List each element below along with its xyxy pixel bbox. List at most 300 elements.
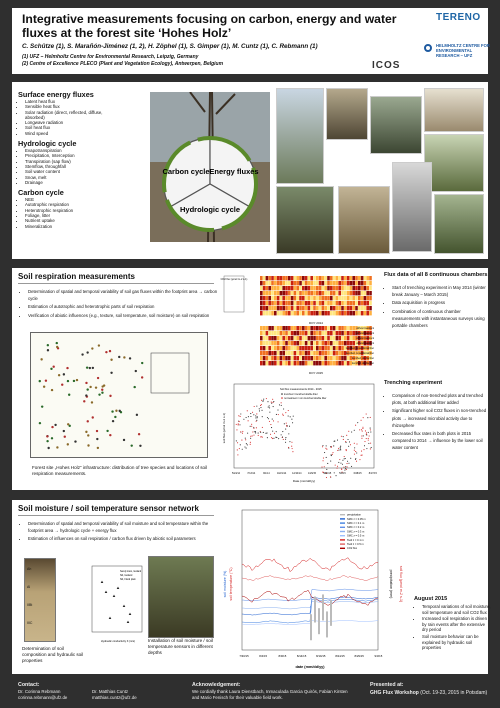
tree-marker bbox=[139, 445, 141, 447]
heatmap-cell bbox=[260, 331, 263, 335]
flux-point bbox=[268, 407, 269, 408]
heatmap-cell bbox=[313, 306, 316, 310]
flux-point bbox=[368, 443, 369, 444]
heatmap-cell bbox=[338, 346, 341, 350]
heatmap-row-label: without treatment bbox=[356, 338, 374, 340]
heatmap-cell bbox=[341, 356, 344, 360]
contact-2-email[interactable]: matthias.cuntz@ufz.de bbox=[92, 694, 137, 700]
tree-marker bbox=[110, 359, 112, 361]
site-map bbox=[30, 332, 208, 458]
flux-point bbox=[366, 434, 367, 435]
flux-point bbox=[247, 444, 248, 445]
heatmap-cell bbox=[260, 276, 263, 280]
heatmap-cell bbox=[347, 331, 350, 335]
tree-marker bbox=[131, 444, 133, 446]
heatmap-cell bbox=[280, 331, 283, 335]
horizon-label: IIIC bbox=[27, 621, 33, 625]
heatmap-cell bbox=[305, 331, 308, 335]
flux-point bbox=[260, 405, 261, 406]
xtick-label: 1/29/15 bbox=[308, 472, 316, 475]
heatmap-cell bbox=[299, 341, 302, 345]
tree-marker bbox=[41, 405, 43, 407]
flux-point bbox=[347, 461, 348, 462]
heatmap-cell bbox=[266, 286, 269, 290]
heatmap-cell bbox=[288, 336, 291, 340]
list-item: • Evapotranspiration bbox=[25, 148, 118, 153]
heatmap-cell bbox=[302, 326, 305, 330]
heatmap-cell bbox=[291, 356, 294, 360]
flux-point bbox=[290, 416, 291, 417]
heatmap-cell bbox=[282, 331, 285, 335]
heatmap-cell bbox=[288, 351, 291, 355]
legend-swatch bbox=[340, 539, 345, 540]
xtick-label: 8/14/15 bbox=[296, 654, 307, 658]
flux-point bbox=[253, 414, 254, 415]
heatmap-cell bbox=[263, 326, 266, 330]
heatmap-cell bbox=[327, 361, 330, 365]
legend-label: trenched / trenched double litter bbox=[284, 393, 318, 396]
flux-point bbox=[288, 410, 289, 411]
heatmap-cell bbox=[319, 351, 322, 355]
heatmap-cell bbox=[333, 331, 336, 335]
tree-marker bbox=[46, 440, 48, 442]
heatmap-cell bbox=[341, 301, 344, 305]
heatmap-cell bbox=[313, 346, 316, 350]
tree-marker bbox=[54, 424, 56, 426]
heatmap-cell bbox=[352, 291, 355, 295]
tree-marker bbox=[50, 368, 52, 370]
heatmap-cell bbox=[288, 356, 291, 360]
heatmap-cell bbox=[274, 356, 277, 360]
heatmap-cell bbox=[330, 301, 333, 305]
flux-point bbox=[250, 442, 251, 443]
flux-point bbox=[348, 446, 349, 447]
list-item: • Transpiration (sap flow) bbox=[25, 159, 118, 164]
heatmap-cell bbox=[260, 296, 263, 300]
flux-point bbox=[368, 432, 369, 433]
heatmap-cell bbox=[336, 326, 339, 330]
heatmap-cell bbox=[263, 301, 266, 305]
heatmap-cell bbox=[344, 356, 347, 360]
heatmap-cell bbox=[299, 291, 302, 295]
heatmap-cell bbox=[294, 281, 297, 285]
heatmap-cell bbox=[352, 336, 355, 340]
heatmap-cell bbox=[330, 311, 333, 315]
heatmap-cell bbox=[302, 296, 305, 300]
flux-point bbox=[254, 406, 255, 407]
heatmap-cell bbox=[319, 356, 322, 360]
heatmap-cell bbox=[291, 296, 294, 300]
tree-marker bbox=[135, 370, 137, 372]
heatmap-cell bbox=[327, 311, 330, 315]
heatmap-cell bbox=[271, 276, 274, 280]
precipitation-bar bbox=[314, 596, 316, 622]
heatmap-cell bbox=[361, 311, 364, 315]
heatmap-cell bbox=[324, 356, 327, 360]
heatmap-cell bbox=[288, 301, 291, 305]
heatmap-cell bbox=[310, 291, 313, 295]
flux-point bbox=[321, 466, 322, 467]
heatmap-cell bbox=[308, 306, 311, 310]
flux-point bbox=[288, 433, 289, 434]
heatmap-cell bbox=[308, 331, 311, 335]
heatmap-cell bbox=[266, 336, 269, 340]
heatmap-cell bbox=[282, 311, 285, 315]
heatmap-cell bbox=[361, 306, 364, 310]
heatmap-cell bbox=[294, 326, 297, 330]
heatmap-cell bbox=[322, 341, 325, 345]
heatmap-cell bbox=[308, 286, 311, 290]
tree-marker bbox=[58, 374, 60, 376]
heatmap-cell bbox=[333, 341, 336, 345]
heatmap-cell bbox=[333, 291, 336, 295]
heatmap-cell bbox=[310, 351, 313, 355]
heatmap-cell bbox=[322, 331, 325, 335]
flux-point bbox=[323, 457, 324, 458]
presented-heading: Presented at: bbox=[370, 682, 404, 688]
tree-marker bbox=[133, 386, 135, 388]
flux-point bbox=[356, 443, 357, 444]
carbon-heading: Carbon cycle bbox=[18, 188, 64, 198]
xtick-label: 8/24/15 bbox=[335, 654, 345, 658]
heatmap-cell bbox=[280, 356, 283, 360]
tereno-logo: TERENO bbox=[436, 12, 481, 23]
flux-point bbox=[348, 431, 349, 432]
heatmap-cell bbox=[305, 361, 308, 365]
legend-label: Tsoil z = 0.5 m bbox=[347, 543, 364, 546]
heatmap-cell bbox=[294, 346, 297, 350]
tree-marker bbox=[52, 366, 54, 368]
tree-marker bbox=[89, 367, 91, 369]
heatmap-cell bbox=[324, 361, 327, 365]
heatmap-cell bbox=[333, 356, 336, 360]
tree-marker bbox=[51, 426, 53, 428]
flux-point bbox=[342, 464, 343, 465]
heatmap-cell bbox=[333, 351, 336, 355]
flux-point bbox=[238, 415, 239, 416]
heatmap-cell bbox=[271, 301, 274, 305]
heatmap-cell bbox=[333, 311, 336, 315]
flux-point bbox=[247, 433, 248, 434]
flux-point bbox=[324, 466, 325, 467]
heatmap-cell bbox=[333, 286, 336, 290]
contact-1-email[interactable]: corinna.rebmann@ufz.de bbox=[18, 694, 68, 700]
heatmap-cell bbox=[352, 341, 355, 345]
heatmap-cell bbox=[302, 311, 305, 315]
legend-marker bbox=[281, 397, 283, 399]
flux-point bbox=[339, 459, 340, 460]
tree-marker bbox=[63, 373, 65, 375]
flux-point bbox=[278, 421, 279, 422]
flux-point bbox=[247, 410, 248, 411]
heatmap-cell bbox=[324, 296, 327, 300]
list-item: • Start of trenching experiment in May 2014 (winter break January – March 2015) bbox=[392, 284, 488, 298]
heatmap-cell bbox=[299, 286, 302, 290]
flux-point bbox=[256, 420, 257, 421]
heatmap-cell bbox=[308, 276, 311, 280]
legend-swatch bbox=[340, 531, 345, 532]
heatmap-cell bbox=[280, 346, 283, 350]
heatmap-cell bbox=[308, 301, 311, 305]
tree-marker bbox=[51, 389, 53, 391]
heatmap-cell bbox=[366, 296, 369, 300]
heatmap-cell bbox=[266, 351, 269, 355]
trench-timeseries bbox=[220, 378, 380, 486]
heatmap-cell bbox=[291, 306, 294, 310]
flux-point bbox=[276, 414, 277, 415]
tree-marker bbox=[118, 356, 120, 358]
heatmap-cell bbox=[277, 346, 280, 350]
heatmap-cell bbox=[344, 306, 347, 310]
heatmap-row-label: trenched, double litter bbox=[351, 363, 374, 365]
list-item: • Precipitation, Interception bbox=[25, 153, 118, 158]
flux-point bbox=[282, 431, 283, 432]
heatmap-cell bbox=[288, 311, 291, 315]
tree-marker bbox=[47, 349, 49, 351]
heatmap-cell bbox=[296, 286, 299, 290]
heatmap-cell bbox=[310, 296, 313, 300]
heatmap-cell bbox=[308, 341, 311, 345]
heatmap-cell bbox=[319, 346, 322, 350]
heatmap-cell bbox=[274, 286, 277, 290]
heatmap-cell bbox=[280, 291, 283, 295]
flux-point bbox=[273, 438, 274, 439]
heatmap-cell bbox=[333, 346, 336, 350]
heatmap-cell bbox=[316, 341, 319, 345]
heatmap-cell bbox=[302, 336, 305, 340]
list-item: • Drainage bbox=[25, 180, 118, 185]
heatmap-cell bbox=[364, 311, 367, 315]
heatmap-cell bbox=[266, 291, 269, 295]
heatmap-cell bbox=[324, 341, 327, 345]
flux-point bbox=[276, 431, 277, 432]
heatmap-cell bbox=[296, 356, 299, 360]
flux-point bbox=[281, 405, 282, 406]
heatmap-cell bbox=[344, 326, 347, 330]
flux-point bbox=[326, 449, 327, 450]
flux-point bbox=[355, 451, 356, 452]
tree-marker bbox=[81, 353, 83, 355]
flux-point bbox=[288, 447, 289, 448]
heatmap-cell bbox=[302, 286, 305, 290]
heatmap-cell bbox=[310, 276, 313, 280]
heatmap-cell bbox=[282, 301, 285, 305]
heatmap-cell bbox=[310, 341, 313, 345]
flux-point bbox=[346, 463, 347, 464]
heatmap-cell bbox=[322, 286, 325, 290]
heatmap-cell bbox=[327, 336, 330, 340]
flux-point bbox=[338, 448, 339, 449]
flux-point bbox=[354, 450, 355, 451]
tree-marker bbox=[115, 410, 117, 412]
flux-point bbox=[338, 449, 339, 450]
flux-point bbox=[331, 454, 332, 455]
heatmap-cell bbox=[327, 291, 330, 295]
heatmap-cell bbox=[327, 351, 330, 355]
flux-point bbox=[361, 451, 362, 452]
heatmap-cell bbox=[324, 326, 327, 330]
heatmap-cell bbox=[288, 291, 291, 295]
heatmap-cell bbox=[330, 356, 333, 360]
xtick-label: 6/28/15 bbox=[353, 472, 362, 475]
tree-marker bbox=[98, 393, 100, 395]
flux-point bbox=[327, 463, 328, 464]
tree-marker bbox=[110, 372, 112, 374]
tree-marker bbox=[91, 347, 93, 349]
list-item: • Estimation of influences on soil respiration / carbon flux driven by abiotic soil parameters bbox=[28, 535, 224, 542]
heatmap-cell bbox=[338, 351, 341, 355]
contact-1-name: Dr. Corinna Rebmann bbox=[18, 689, 61, 694]
tree-marker bbox=[138, 433, 140, 435]
heatmap-cell bbox=[316, 346, 319, 350]
heatmap-cell bbox=[296, 276, 299, 280]
surface-energy-list bbox=[18, 99, 118, 136]
acknowledgement-heading: Acknowledgement: bbox=[192, 682, 241, 688]
list-item: • Snow, melt bbox=[25, 175, 118, 180]
heatmap-cell bbox=[271, 296, 274, 300]
heatmap-cell bbox=[347, 336, 350, 340]
legend-label: no treatment / non trenched double litter bbox=[284, 397, 327, 400]
heatmap-cell bbox=[361, 301, 364, 305]
list-item: • Autotrophic respiration bbox=[25, 202, 118, 207]
heatmap-cell bbox=[336, 351, 339, 355]
heatmap-cell bbox=[341, 296, 344, 300]
installation-photo bbox=[148, 556, 214, 638]
heatmap-cell bbox=[268, 281, 271, 285]
heatmap-cell bbox=[285, 276, 288, 280]
xtick-label: 3/20/15 bbox=[323, 472, 332, 475]
heatmap-cell bbox=[322, 276, 325, 280]
heatmap-cell bbox=[355, 301, 358, 305]
soil-respiration-bullets bbox=[20, 288, 224, 320]
heatmap-cell bbox=[271, 356, 274, 360]
flux-point bbox=[357, 422, 358, 423]
canopy-photo bbox=[424, 134, 484, 192]
carbon-list bbox=[18, 197, 118, 229]
flux-point bbox=[285, 412, 286, 413]
heatmap-cell bbox=[319, 306, 322, 310]
flux-point bbox=[244, 446, 245, 447]
heatmap-cell bbox=[341, 276, 344, 280]
heatmap-cell bbox=[268, 361, 271, 365]
heatmap-cell bbox=[294, 291, 297, 295]
tree-marker bbox=[141, 362, 143, 364]
heatmap-cell bbox=[271, 361, 274, 365]
heatmap-cell bbox=[271, 336, 274, 340]
heatmap-cell bbox=[366, 291, 369, 295]
heatmap-cell bbox=[336, 301, 339, 305]
heatmap-cell bbox=[344, 301, 347, 305]
flux-point bbox=[359, 459, 360, 460]
heatmap-cell bbox=[302, 346, 305, 350]
list-item: • NEE bbox=[25, 197, 118, 202]
heatmap-cell bbox=[347, 296, 350, 300]
heatmap-cell bbox=[296, 296, 299, 300]
heatmap-cell bbox=[271, 346, 274, 350]
flux-point bbox=[236, 429, 237, 430]
flux-point bbox=[255, 431, 256, 432]
legend-label: SMC z = 0.5 m bbox=[347, 534, 365, 538]
heatmap-cell bbox=[308, 356, 311, 360]
flux-point bbox=[269, 405, 270, 406]
flux-point bbox=[363, 449, 364, 450]
heatmap-cell bbox=[310, 281, 313, 285]
august-bullets bbox=[414, 604, 492, 652]
list-item: • Foliage, litter bbox=[25, 213, 118, 218]
heatmap-cell bbox=[327, 276, 330, 280]
heatmap-cell bbox=[282, 356, 285, 360]
heatmap-cell bbox=[341, 286, 344, 290]
heatmap-cell bbox=[288, 286, 291, 290]
flux-point bbox=[272, 402, 273, 403]
heatmap-cell bbox=[260, 326, 263, 330]
flux-point bbox=[281, 402, 282, 403]
tree-marker bbox=[97, 377, 99, 379]
flux-point bbox=[365, 430, 366, 431]
heatmap-cell bbox=[299, 356, 302, 360]
flux-point bbox=[241, 440, 242, 441]
heatmap-cell bbox=[308, 296, 311, 300]
heatmap-cell bbox=[288, 341, 291, 345]
tree-marker bbox=[61, 384, 63, 386]
flux-point bbox=[368, 438, 369, 439]
flux-point bbox=[291, 419, 292, 420]
flux-point bbox=[250, 438, 251, 439]
heatmap-cell bbox=[327, 301, 330, 305]
heatmap-cell bbox=[285, 301, 288, 305]
retention-legend-1: Sandy loam, lowland bbox=[120, 571, 142, 573]
heatmap-cell bbox=[341, 306, 344, 310]
heatmap-cell bbox=[341, 346, 344, 350]
flux-point bbox=[263, 400, 264, 401]
heatmap-cell bbox=[277, 336, 280, 340]
heatmap-cell bbox=[310, 326, 313, 330]
flux-point bbox=[335, 475, 336, 476]
timeseries-title: Soil flux measurements 2014 - 2015 bbox=[280, 388, 322, 391]
heatmap-cell bbox=[282, 286, 285, 290]
heatmap-cell bbox=[285, 336, 288, 340]
heatmap-cell bbox=[277, 276, 280, 280]
heatmap-cell bbox=[327, 356, 330, 360]
heatmap-cell bbox=[336, 296, 339, 300]
flux-point bbox=[273, 401, 274, 402]
flux-point bbox=[236, 440, 237, 441]
heatmap-cell bbox=[369, 311, 372, 315]
legend-swatch bbox=[340, 527, 345, 528]
heatmap-cell bbox=[319, 361, 322, 365]
heatmap-cell bbox=[327, 296, 330, 300]
heatmap-cell bbox=[277, 281, 280, 285]
heatmap-cell bbox=[305, 286, 308, 290]
heatmap-cell bbox=[268, 331, 271, 335]
heatmap-cell bbox=[280, 286, 283, 290]
heatmap-cell bbox=[319, 296, 322, 300]
heatmap-cell bbox=[274, 336, 277, 340]
tree-marker bbox=[111, 410, 113, 412]
heatmap-legend bbox=[224, 276, 244, 312]
flux-point bbox=[272, 438, 273, 439]
tree-marker bbox=[85, 382, 87, 384]
flux-point bbox=[237, 449, 238, 450]
tree-marker bbox=[45, 380, 47, 382]
chamber-photo bbox=[370, 96, 422, 154]
hydraulic-properties-plot bbox=[84, 562, 146, 646]
tree-marker bbox=[86, 366, 88, 368]
heatmap-cell bbox=[302, 301, 305, 305]
heatmap-cell bbox=[268, 356, 271, 360]
flux-point bbox=[259, 410, 260, 411]
flux-point bbox=[245, 438, 246, 439]
